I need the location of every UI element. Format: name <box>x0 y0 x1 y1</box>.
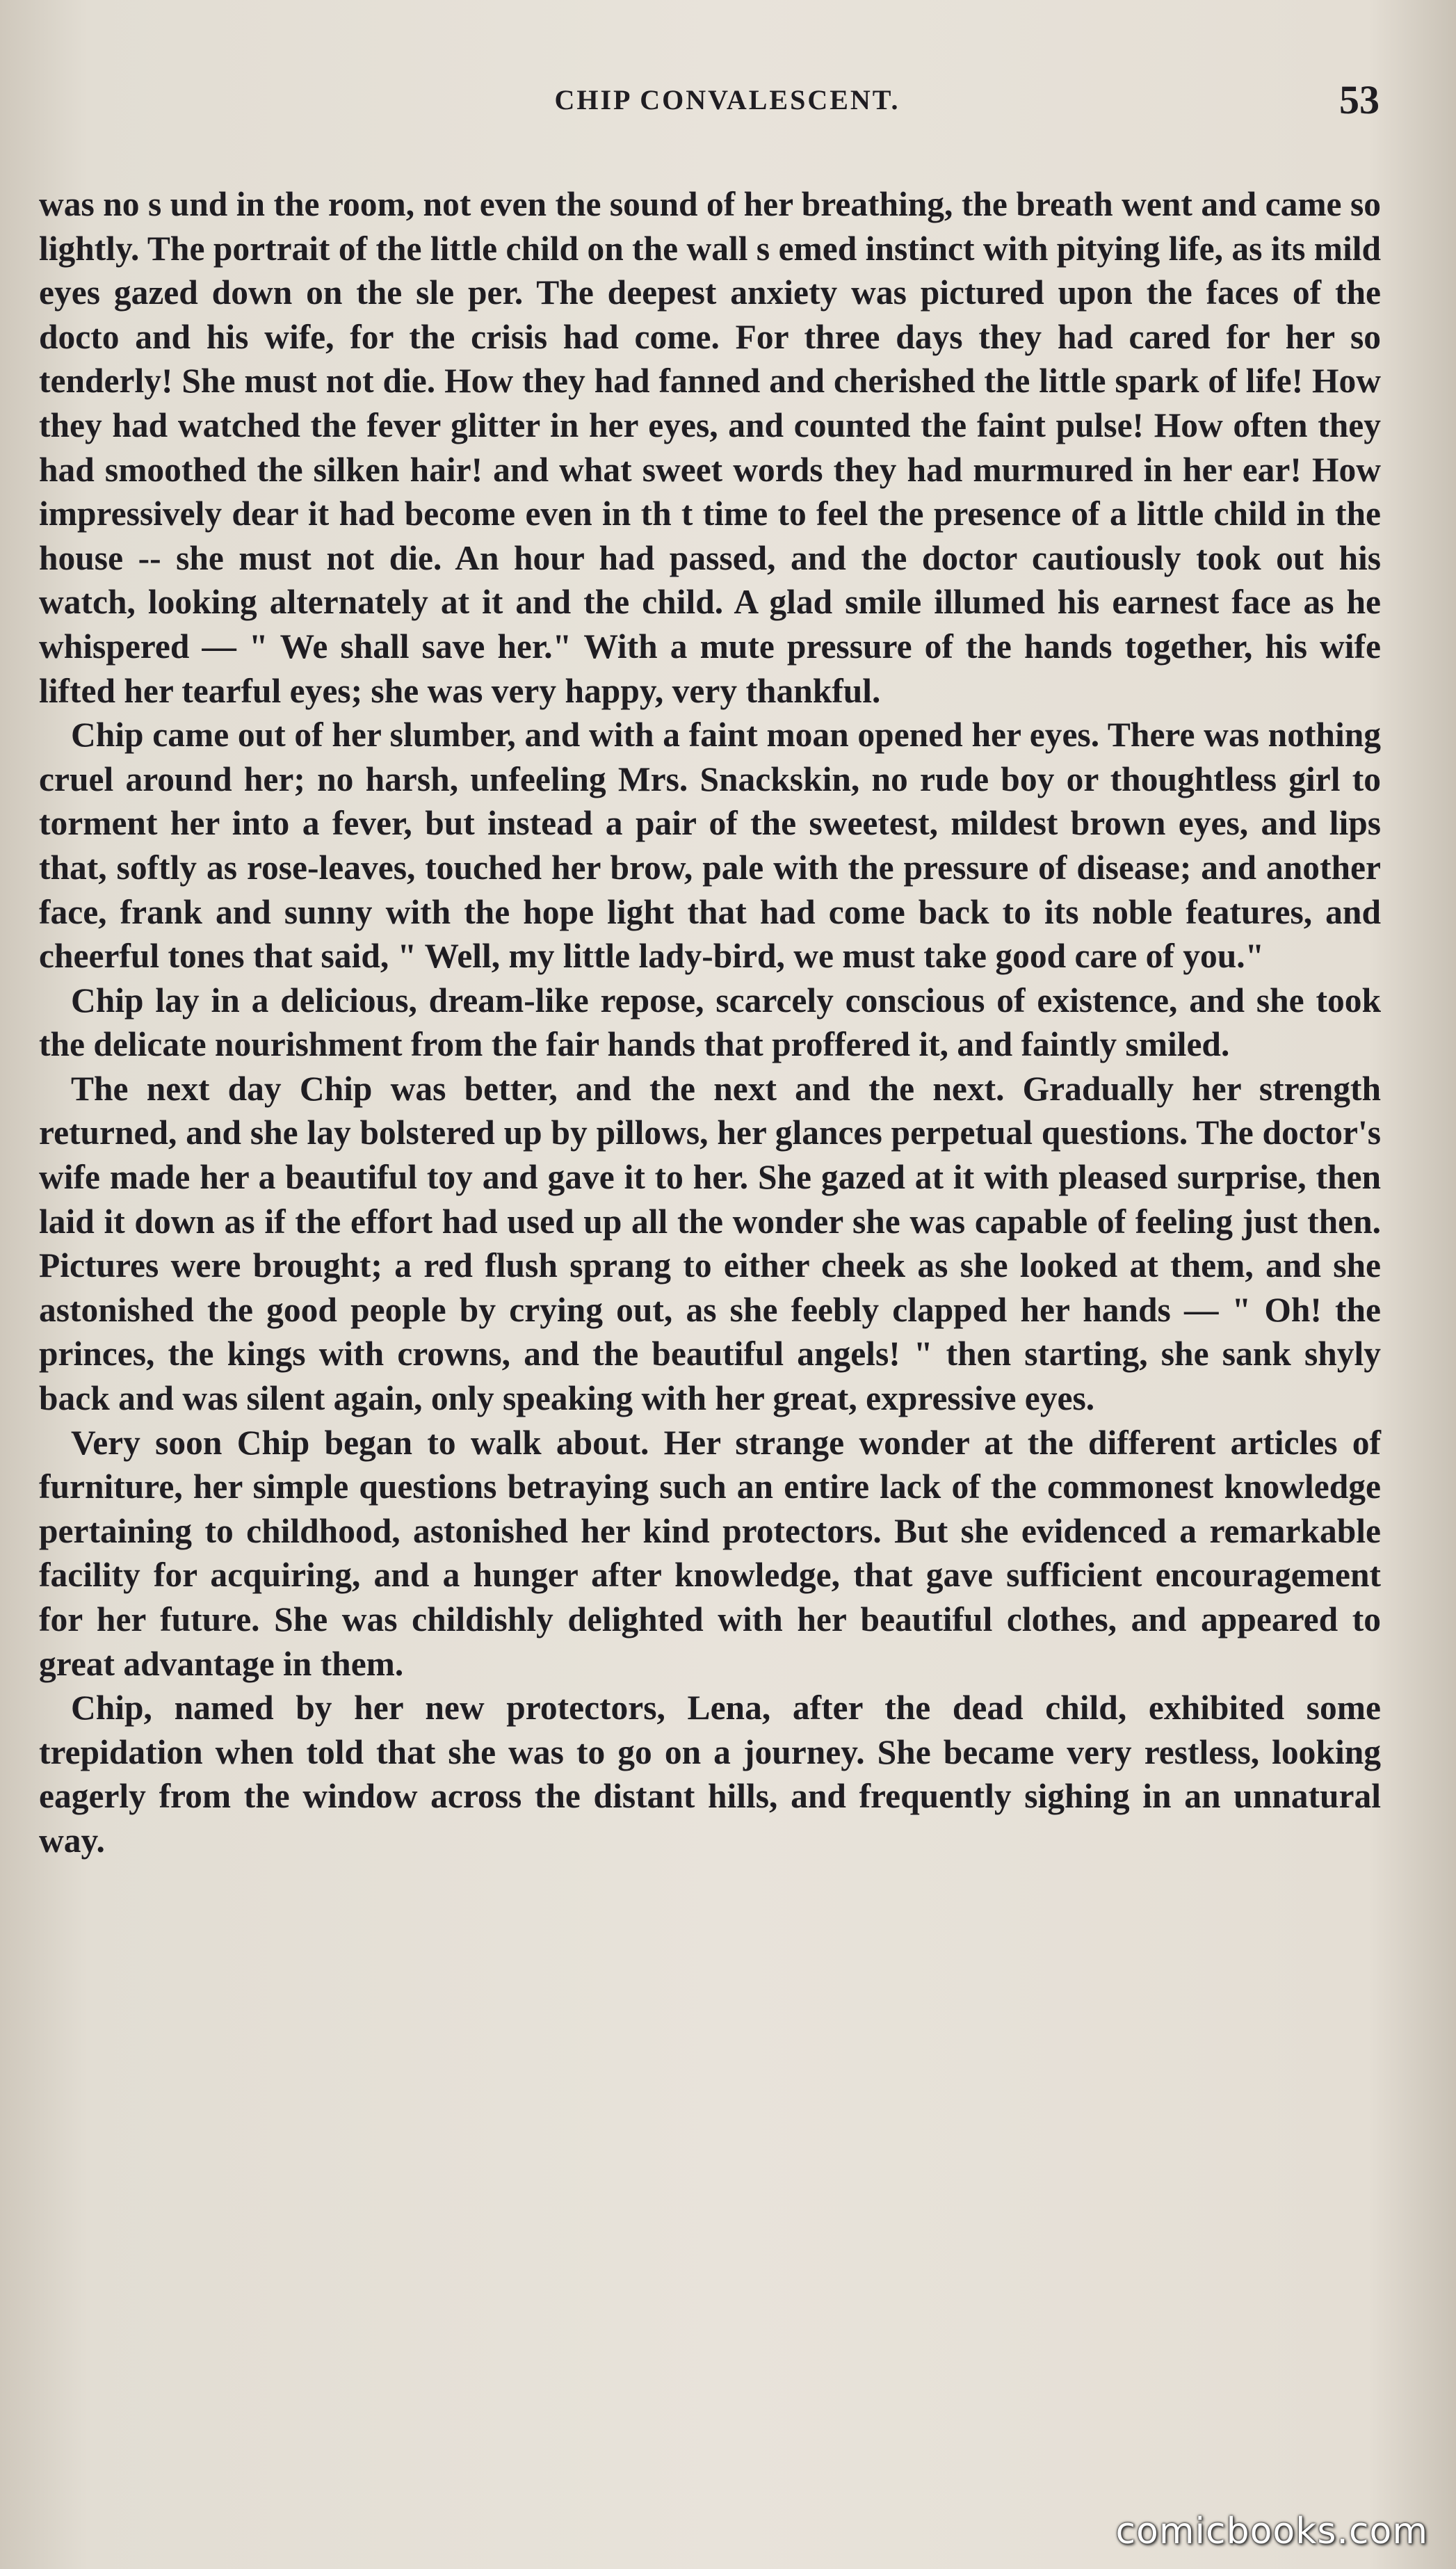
paragraph: The next day Chip was better, and the next and the next. Gradually her strength returned, and she lay bolstered up by pillows, her glances perpetual questions. The doctor's wife made her a beautiful toy and gave it to her. She gazed at it with pleased surprise, then laid it down as if the effort had used up all the wonder she was capable of feeling just then. Pictures were brought; a red flush sprang to either cheek as she looked at them, and she astonished the good people by crying out, as she feebly clapped her hands — " Oh! the princes, the kings with crowns, and the beautiful angels! " then starting, she sank shyly back and was silent again, only speaking with her great, expressive eyes. <box>39 1069 1381 1418</box>
body-text <box>39 182 1381 1863</box>
paragraph: Chip, named by her new protectors, Lena, after the dead child, exhibited some trepidation when told that she was to go on a journey. She became very restless, looking eagerly from the window across the distant hills, and frequently sighing in an unnatural way. <box>39 1689 1381 1860</box>
watermark: comicbooks.com <box>1115 2511 1428 2552</box>
paragraph: Chip came out of her slumber, and with a faint moan opened her eyes. There was nothing cruel around her; no harsh, unfeeling Mrs. Snackskin, no rude boy or thoughtless girl to torment her into a fever, but instead a pair of the sweetest, mildest brown eyes, and lips that, softly as rose-leaves, touched her brow, pale with the pressure of disease; and another face, frank and sunny with the hope light that had come back to its noble features, and cheerful tones that said, " Well, my little lady-bird, we must take good care of you." <box>39 716 1381 976</box>
paragraph: Chip lay in a delicious, dream-like repose, scarcely conscious of existence, and she took the delicate nourishment from the fair hands that proffered it, and faintly smiled. <box>39 981 1381 1064</box>
page-number: 53 <box>1339 77 1380 122</box>
paragraph: Very soon Chip began to walk about. Her strange wonder at the different articles of furniture, her simple questions betraying such an entire lack of the commonest knowledge pertaining to childhood, astonished her kind protectors. But she evidenced a remarkable facility for acquiring, and a hunger after knowledge, that gave sufficient encouragement for her future. She was childishly delighted with her beautiful clothes, and appeared to great advantage in them. <box>39 1423 1381 1683</box>
running-head: CHIP CONVALESCENT. <box>554 84 900 115</box>
page-header <box>67 76 1388 132</box>
paragraph: was no s und in the room, not even the sound of her breathing, the breath went and came so lightly. The portrait of the little child on the wall s emed instinct with pitying life, as its mild eyes gazed down on the sle per. The deepest anxiety was pictured upon the faces of the docto and his wife, for the crisis had come. For three days they had cared for her so tenderly! She must not die. How they had fanned and cherished the little spark of life! How they had watched the fever glitter in her eyes, and counted the faint pulse! How often they had smoothed the silken hair! and what sweet words they had murmured in her ear! How impressively dear it had become even in th t time to feel the presence of a little child in the house -- she must not die. An hour had passed, and the doctor cautiously took out his watch, looking alternately at it and the child. A glad smile illumed his earnest face as he whispered — " We shall save her." With a mute pressure of the hands together, his wife lifted her tearful eyes; she was very happy, very thankful. <box>39 185 1381 710</box>
